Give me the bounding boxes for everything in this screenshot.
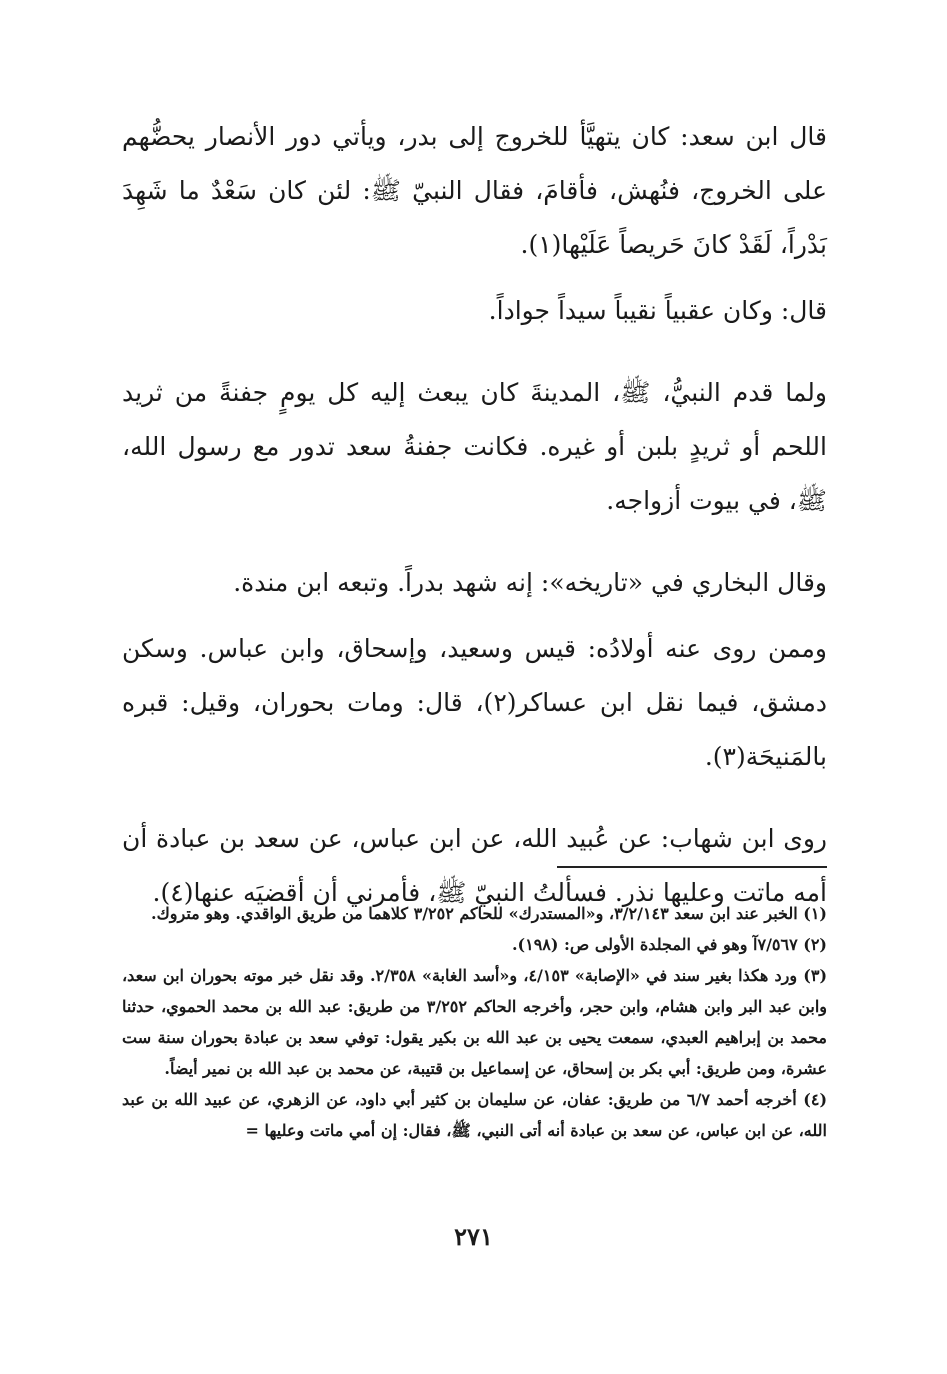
- paragraph-jafna: ولما قدم النبيُّ، ﷺ، المدينةَ كان يبعث إليه كل يومٍ جفنةً من ثريد اللحم أو ثريدٍ بلبن أو غيره. فكانت جفنةُ سعد تدور مع رسول الله، ﷺ، في بيوت أزواجه.: [122, 378, 827, 515]
- main-text: [122, 110, 827, 920]
- footnote-4: (٤) أخرجه أحمد ٦/٧ من طريق: عفان، عن سليمان بن كثير أبي داود، عن الزهري، عن عبيد الله بن عبد الله، عن ابن عباس، عن سعد بن عبادة أنه أتى النبي، ﷺ، فقال: إن أمي ماتت وعليها =: [122, 1090, 828, 1140]
- footnote-3: (٣) ورد هكذا بغير سند في «الإصابة» ٤/١٥٣، و«أسد الغابة» ٢/٣٥٨. وقد نقل خبر موته بحوران ابن سعد، وابن عبد البر وابن هشام، وابن حجر، وأخرجه الحاكم ٣/٢٥٢ من طريق: عبد الله بن محمد الحموي، حدثنا محمد بن إبراهيم العبدي، سمعت يحيى بن عبد الله بن بكير يقول: توفي سعد بن عبادة بحوران سنة ست عشرة، ومن طريق: أبي بكر بن إسحاق، عن إسماعيل بن قتيبة، عن محمد بن عبد الله بن نمير أيضاً.: [122, 966, 828, 1078]
- paragraph-aqabi: قال: وكان عقبياً نقيباً سيداً جواداً.: [488, 296, 827, 325]
- paragraph-ibn-saad: قال ابن سعد: كان يتهيَّأ للخروج إلى بدر، ويأتي دور الأنصار يحضُّهم على الخروج، فنُهش، فأقامَ، فقال النبيّ ﷺ: لئن كان سَعْدٌ ما شَهِدَ بَدْراً، لَقَدْ كانَ حَريصاً عَلَيْها(١).: [122, 122, 827, 259]
- paragraph-ibn-shihab: روى ابن شهاب: عن عُبيد الله، عن ابن عباس، عن سعد بن عبادة أن أمه ماتت وعليها نذر. فسألتُ النبيّ ﷺ، فأمرني أن أقضيَه عنها(٤).: [122, 824, 827, 907]
- paragraph-bukhari: وقال البخاري في «تاريخه»: إنه شهد بدراً. وتبعه ابن مندة.: [233, 568, 827, 597]
- page-number: ٢٧١: [454, 1222, 493, 1251]
- footnote-2: (٢) ٧/٥٦٧آ وهو في المجلدة الأولى ص: (١٩٨).: [511, 935, 827, 954]
- footnotes: [122, 898, 827, 1146]
- paragraph-narrators: وممن روى عنه أولادُه: قيس وسعيد، وإسحاق، وابن عباس. وسكن دمشق، فيما نقل ابن عساكر(٢)، قال: ومات بحوران، وقيل: قبره بالمَنيحَة(٣).: [122, 634, 827, 771]
- footnote-divider: [557, 866, 827, 868]
- footnote-1: (١) الخبر عند ابن سعد ٣/٢/١٤٣، و«المستدرك» للحاكم ٣/٢٥٢ كلاهما من طريق الواقدي. وهو متروك.: [151, 904, 827, 923]
